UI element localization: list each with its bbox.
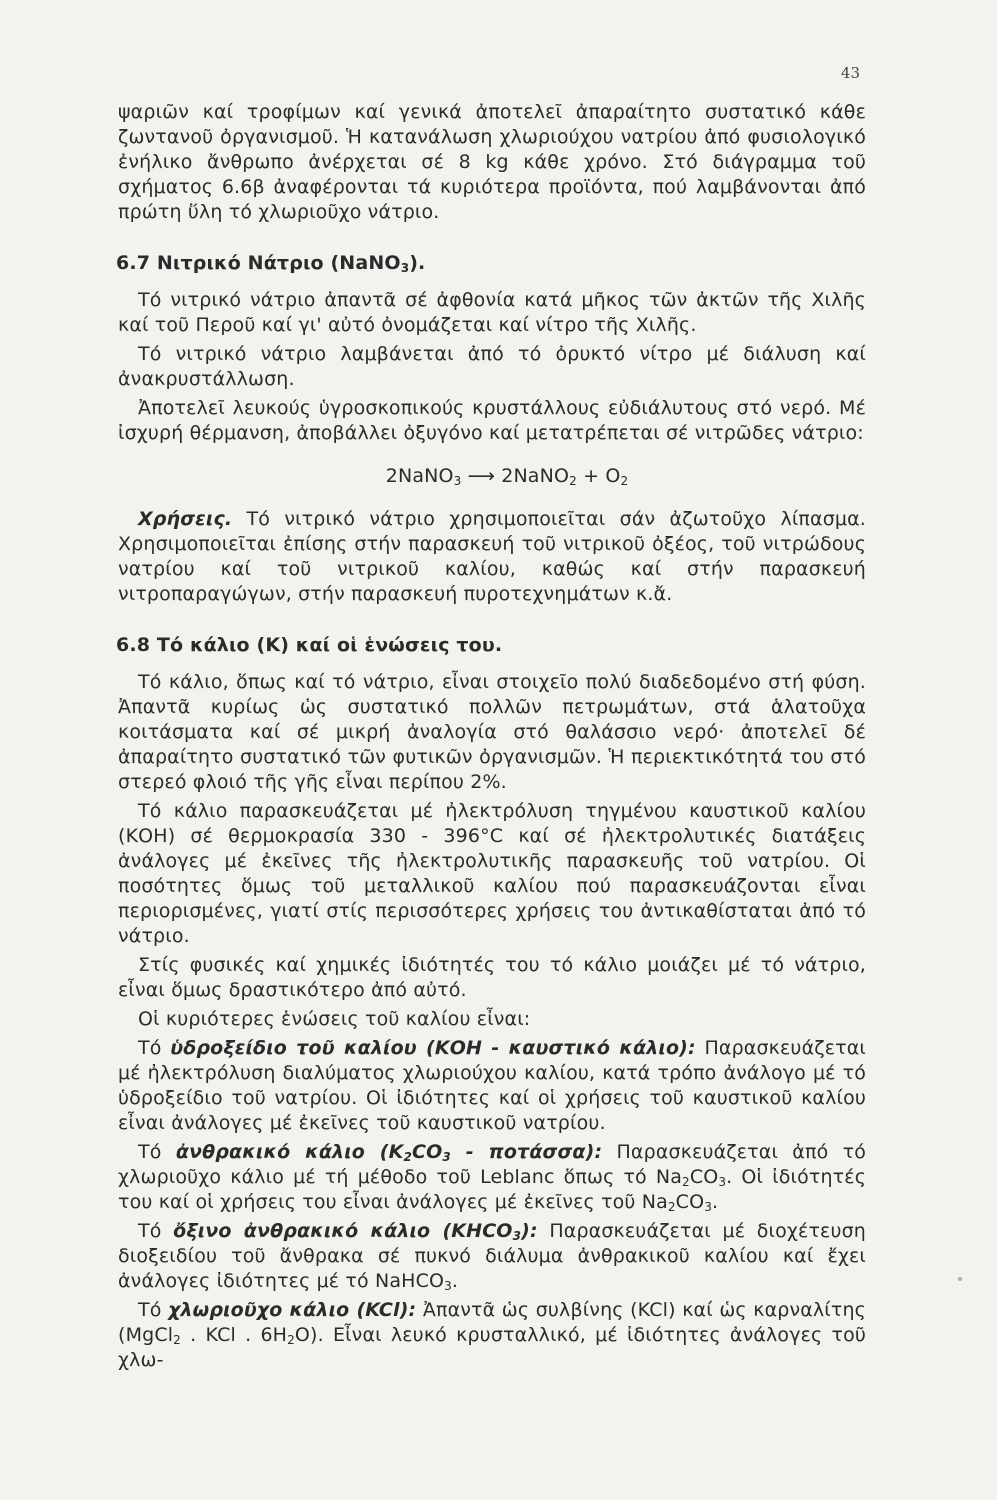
- kcl-label: χλωριοῦχο κάλιο (KCl):: [168, 1299, 417, 1321]
- section-heading-6-7: 6.7 Νιτρικό Νάτριο (NaNO$_3$).: [116, 252, 426, 275]
- uses-label: Χρήσεις.: [138, 508, 233, 530]
- koh-label: ὑδροξείδιο τοῦ καλίου (ΚΟΗ - καυστικό κάλιο):: [170, 1037, 696, 1059]
- intro-paragraph: ψαριῶν καί τροφίμων καί γενικά ἀποτελεῖ ἀπαραίτητο συστατικό κάθε ζωντανοῦ ὀργανισμοῦ. Ἡ κατανάλωση χλωριούχου νατρίου ἀπό φυσιολογικό ἐνήλικο ἄνθρωπο ἀνέρχεται σέ 8 kg κάθε χρόνο. Στό διάγραμμα τοῦ σχήματος 6.6β ἀναφέρονται τά κυριότερα προϊόντα, πού λαμβάνονται ἀπό πρώτη ὕλη τό χλωριοῦχο νάτριο.: [118, 101, 866, 223]
- sec68-paragraph-3: Στίς φυσικές καί χημικές ἰδιότητές του τό κάλιο μοιάζει μέ τό νάτριο, εἶναι ὅμως δραστικότερο ἀπό αὐτό.: [118, 954, 866, 1001]
- chemical-equation: 2NaNO$_3$ ⟶ 2NaNO$_2$ + $O_2$: [385, 465, 629, 488]
- section-heading-6-8: 6.8 Τό κάλιο (Κ) καί οἱ ἑνώσεις του.: [116, 634, 503, 656]
- page-body: [118, 100, 866, 1377]
- page-number: 43: [840, 64, 860, 82]
- khco3-label: ὄξινο ἀνθρακικό κάλιο $(KHCO_3)$:: [173, 1220, 538, 1243]
- sec68-paragraph-4: Οἱ κυριότερες ἑνώσεις τοῦ καλίου εἶναι:: [138, 1008, 531, 1030]
- k2co3-paragraph: Τό ἀνθρακικό κάλιο $(K_2CO_3 - \pi o\tau ά\sigma\sigma\alpha)$: Παρασκευάζεται ἀπό τό χλωριοῦχο κάλιο μέ τή μέθοδο τοῦ Leblanc ὅπως τό $Na_2CO_3$. Οἱ ἰδιότητές του καί οἱ χρήσεις του εἶναι ἀνάλογες μέ ἐκεῖνες τοῦ $Na_2CO_3$.: [118, 1141, 866, 1214]
- sec67-paragraph-3: Ἀποτελεῖ λευκούς ὑγροσκοπικούς κρυστάλλους εὐδιάλυτους στό νερό. Μέ ἰσχυρή θέρμανση, ἀποβάλλει ὀξυγόνο καί μετατρέπεται σέ νιτρῶδες νάτριο:: [118, 397, 866, 444]
- khco3-paragraph: Τό ὄξινο ἀνθρακικό κάλιο $(KHCO_3)$: Παρασκευάζεται μέ διοχέτευση διοξειδίου τοῦ ἄνθρακα σέ πυκνό διάλυμα ἀνθρακικοῦ καλίου καί ἔχει ἀνάλογες ἰδιότητες μέ τό NaHCO$_3$.: [118, 1220, 866, 1293]
- koh-paragraph: Τό ὑδροξείδιο τοῦ καλίου (ΚΟΗ - καυστικό κάλιο): Παρασκευάζεται μέ ἠλεκτρόλυση διαλύματος χλωριούχου καλίου, κατά τρόπο ἀνάλογο μέ τό ὑδροξείδιο τοῦ νατρίου. Οἱ ἰδιότητες καί οἱ χρήσεις τοῦ καυστικοῦ καλίου εἶναι ἀνάλογες μέ ἐκεῖνες τοῦ καυστικοῦ νατρίου.: [118, 1037, 866, 1134]
- sec67-uses-paragraph: Χρήσεις. Τό νιτρικό νάτριο χρησιμοποιεῖται σάν ἀζωτοῦχο λίπασμα. Χρησιμοποιεῖται ἐπίσης στήν παρασκευή τοῦ νιτρικοῦ ὀξέος, τοῦ νιτρώδους νατρίου καί τοῦ νιτρικοῦ καλίου, καθώς καί στήν παρασκευή νιτροπαραγώγων, στήν παρασκευή πυροτεχνημάτων κ.ἄ.: [118, 508, 866, 605]
- k2co3-label: ἀνθρακικό κάλιο $(K_2CO_3 - \pi o\tau ά\sigma\sigma\alpha)$:: [175, 1141, 603, 1164]
- sec68-paragraph-2: Τό κάλιο παρασκευάζεται μέ ἠλεκτρόλυση τηγμένου καυστικοῦ καλίου (ΚΟΗ) σέ θερμοκρασία 330 - 396°C καί σέ ἠλεκτρολυτικές διατάξεις ἀνάλογες μέ ἐκεῖνες τῆς ἠλεκτρολυτικῆς παρασκευῆς τοῦ νατρίου. Οἱ ποσότητες ὅμως τοῦ μεταλλικοῦ καλίου πού παρασκευάζονται εἶναι περιορισμένες, γιατί στίς περισσότερες χρήσεις του ἀντικαθίσταται ἀπό τό νάτριο.: [118, 800, 866, 947]
- kcl-paragraph: Τό χλωριοῦχο κάλιο (KCl): Ἀπαντᾶ ὡς συλβίνης (KCl) καί ὡς καρναλίτης (MgCl$_2$ . KCl . $6H_2O$). Εἶναι λευκό κρυσταλλικό, μέ ἰδιότητες ἀνάλογες τοῦ χλω-: [118, 1299, 866, 1371]
- sec67-paragraph-1: Τό νιτρικό νάτριο ἀπαντᾶ σέ ἀφθονία κατά μῆκος τῶν ἀκτῶν τῆς Χιλῆς καί τοῦ Περοῦ καί γι' αὐτό ὀνομάζεται καί νίτρο τῆς Χιλῆς.: [118, 289, 866, 336]
- scan-speck: [958, 1277, 962, 1281]
- sec67-paragraph-2: Τό νιτρικό νάτριο λαμβάνεται ἀπό τό ὀρυκτό νίτρο μέ διάλυση καί ἀνακρυστάλλωση.: [118, 343, 866, 390]
- reaction-arrow: ⟶: [467, 465, 495, 487]
- sec68-paragraph-1: Τό κάλιο, ὅπως καί τό νάτριο, εἶναι στοιχεῖο πολύ διαδεδομένο στή φύση. Ἀπαντᾶ κυρίως ὡς συστατικό πολλῶν πετρωμάτων, στά ἁλατοῦχα κοιτάσματα καί σέ μικρή ἀναλογία στό θαλάσσιο νερό· ἀποτελεῖ δέ ἀπαραίτητο συστατικό τῶν φυτικῶν ὀργανισμῶν. Ἡ περιεκτικότητά του στό στερεό φλοιό τῆς γῆς εἶναι περίπου 2%.: [118, 671, 866, 793]
